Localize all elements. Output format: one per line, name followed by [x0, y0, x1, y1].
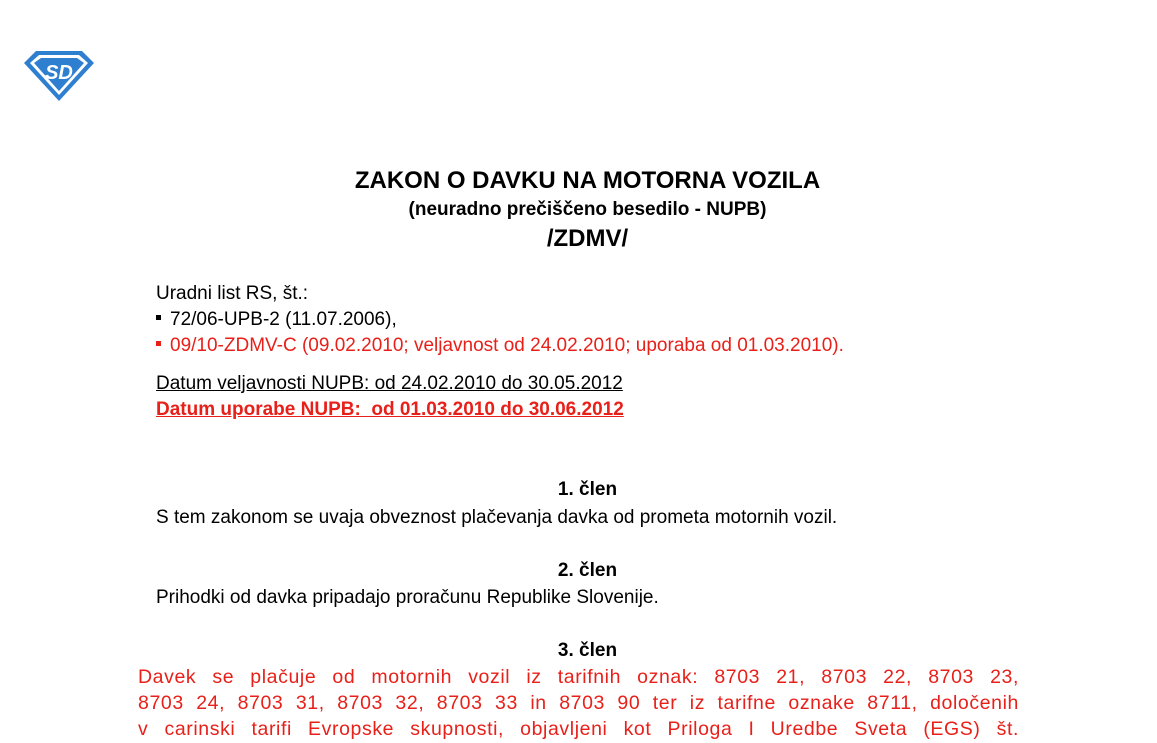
article-text-line: Davek se plačuje od motornih vozil iz tarifnih oznak: 8703 21, 8703 22, 8703 23,	[138, 666, 1019, 688]
bullet-icon	[156, 315, 161, 320]
validity-date: Datum veljavnosti NUPB: od 24.02.2010 do 30.05.2012	[156, 373, 623, 394]
article-heading: 1. člen	[557, 479, 618, 500]
document-subtitle: (neuradno prečiščeno besedilo - NUPB)	[408, 199, 767, 220]
article-heading: 2. člen	[557, 560, 618, 581]
article-heading: 3. člen	[557, 640, 618, 661]
sd-logo-icon	[22, 49, 96, 103]
bullet-icon	[156, 341, 161, 346]
document-title: ZAKON O DAVKU NA MOTORNA VOZILA	[354, 167, 821, 194]
gazette-label: Uradni list RS, št.:	[156, 283, 309, 304]
document-abbreviation: /ZDMV/	[546, 225, 629, 252]
article-text-line: 8703 24, 8703 31, 8703 32, 8703 33 in 8703 90 ter iz tarifne oznake 8711, določenih	[138, 692, 1019, 714]
article-text: S tem zakonom se uvaja obveznost plačevanja davka od prometa motornih vozil.	[156, 507, 838, 528]
gazette-item	[156, 309, 397, 331]
article-text: Prihodki od davka pripadajo proračunu Republike Slovenije.	[156, 587, 659, 608]
usage-date: Datum uporabe NUPB: od 01.03.2010 do 30.06.2012	[156, 399, 624, 420]
svg-text:SD: SD	[45, 62, 73, 84]
gazette-item-text: 09/10-ZDMV-C (09.02.2010; veljavnost od 24.02.2010; uporaba od 01.03.2010).	[170, 335, 844, 356]
gazette-item-text: 72/06-UPB-2 (11.07.2006),	[170, 309, 397, 330]
article-text-line: v carinski tarifi Evropske skupnosti, objavljeni kot Priloga I Uredbe Sveta (EGS) št.	[138, 718, 1019, 740]
gazette-item	[156, 335, 844, 357]
